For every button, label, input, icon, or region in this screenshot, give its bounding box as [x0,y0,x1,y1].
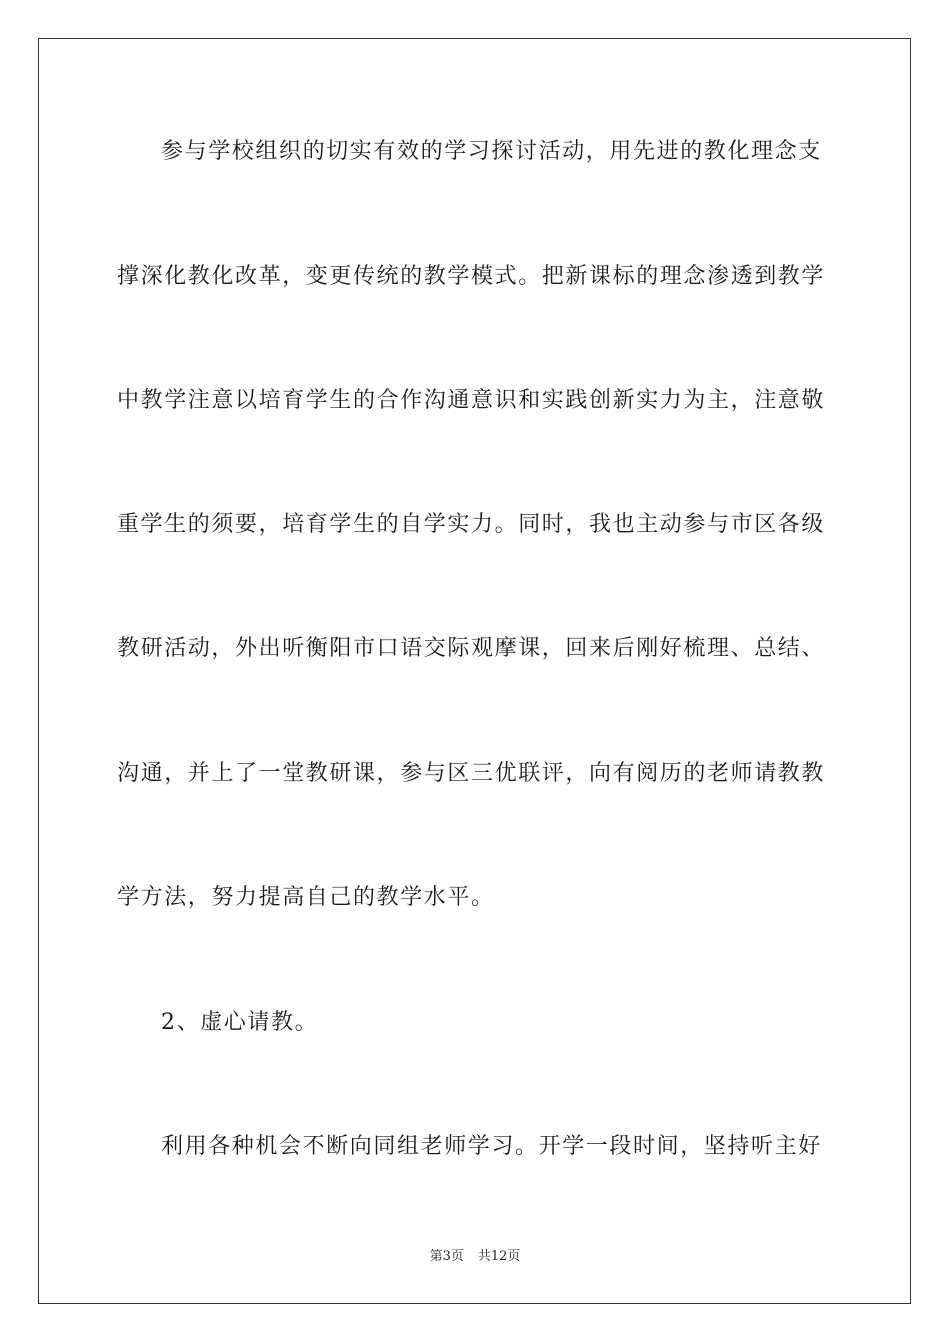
paragraph-line-4: 重学生的须要，培育学生的自学实力。同时，我也主动参与市区各级 [117,512,826,537]
page-footer [0,1245,950,1264]
page-border [38,38,911,1304]
paragraph-line-6: 沟通，并上了一堂教研课，参与区三优联评，向有阅历的老师请教教 [117,761,826,786]
paragraph-line-9: 利用各种机会不断向同组老师学习。开学一段时间，坚持听主好 [161,1134,822,1159]
paragraph-line-7: 学方法，努力提高自己的教学水平。 [117,885,495,910]
paragraph-line-3: 中教学注意以培育学生的合作沟通意识和实践创新实力为主，注意敬 [117,388,826,413]
page-total: 共12页 [477,1249,521,1264]
page-number: 第3页 [429,1249,464,1264]
paragraph-line-2: 撑深化教化改革，变更传统的教学模式。把新课标的理念渗透到教学 [117,264,826,289]
paragraph-line-1: 参与学校组织的切实有效的学习探讨活动，用先进的教化理念支 [161,139,822,164]
paragraph-line-5: 教研活动，外出听衡阳市口语交际观摩课，回来后刚好梳理、总结、 [117,636,826,661]
section-heading: 2、虚心请教。 [161,1010,319,1035]
